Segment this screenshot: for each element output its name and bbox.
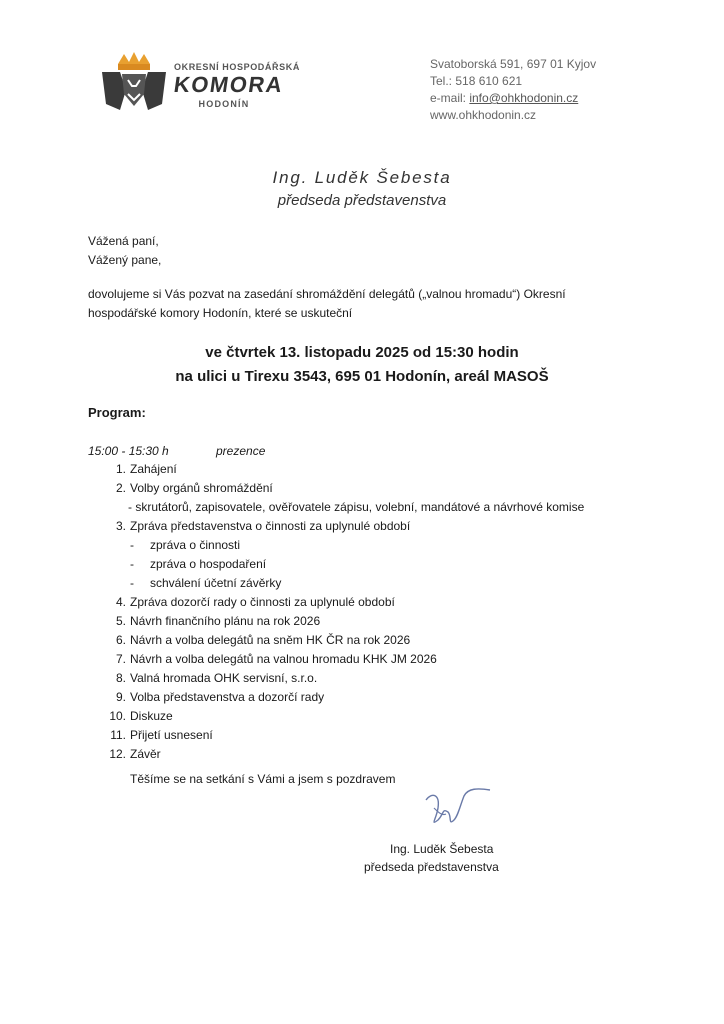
contact-block — [430, 56, 596, 124]
program-time: 15:00 - 15:30 h — [88, 444, 169, 458]
header-role: předseda představenstva — [277, 192, 447, 209]
meeting-place: na ulici u Tirexu 3543, 695 01 Hodonín, areál MASOŠ — [175, 368, 549, 385]
item-text: Zpráva představenstva o činnosti za uplynulé období — [130, 519, 411, 533]
sub-dash: - — [130, 538, 134, 552]
greeting-2: Vážený pane, — [88, 253, 162, 267]
contact-email-label: e-mail: — [430, 91, 470, 105]
item-number: 2. — [115, 481, 126, 495]
handwritten-signature-icon — [418, 786, 498, 838]
logo-line-2: KOMORA — [172, 72, 286, 97]
program-time-label: prezence — [216, 444, 266, 458]
item-number: 8. — [115, 671, 126, 685]
logo-line-1: OKRESNÍ HOSPODÁŘSKÁ — [174, 62, 300, 72]
program-title: Program: — [88, 405, 146, 420]
sub-text: zpráva o činnosti — [150, 538, 241, 552]
crown-lion-emblem-icon — [96, 50, 172, 120]
item-number: 9. — [115, 690, 126, 704]
item-number: 1. — [115, 462, 126, 476]
item-number: 10. — [109, 709, 126, 723]
sub-text: schválení účetní závěrky — [150, 576, 282, 590]
signature-name: Ing. Luděk Šebesta — [390, 842, 494, 856]
closing-line: Těšíme se na setkání s Vámi a jsem s pozdravem — [130, 772, 396, 786]
item-text: Závěr — [130, 747, 161, 761]
header-name: Ing. Luděk Šebesta — [272, 168, 452, 187]
sub-dash: - — [130, 557, 134, 571]
contact-email-row — [430, 90, 596, 107]
item-number: 4. — [115, 595, 126, 609]
intro-line-2: hospodářské komory Hodonín, které se uskuteční — [88, 306, 353, 320]
contact-address: Svatoborská 591, 697 01 Kyjov — [430, 57, 597, 71]
item-number: 6. — [115, 633, 126, 647]
item-number: 5. — [115, 614, 126, 628]
item-2-note: - skrutátorů, zapisovatele, ověřovatele zápisu, volební, mandátové a návrhové komise — [128, 500, 585, 514]
item-number: 3. — [115, 519, 126, 533]
item-number: 11. — [110, 728, 126, 742]
item-text: Zpráva dozorčí rady o činnosti za uplynulé období — [130, 595, 395, 609]
item-number: 7. — [115, 652, 126, 666]
item-text: Volby orgánů shromáždění — [130, 481, 273, 495]
meeting-date: ve čtvrtek 13. listopadu 2025 od 15:30 hodin — [205, 344, 519, 361]
item-text: Valná hromada OHK servisní, s.r.o. — [130, 671, 318, 685]
item-number: 12. — [109, 747, 126, 761]
item-text: Návrh finančního plánu na rok 2026 — [130, 614, 321, 628]
intro-line-1: dovolujeme si Vás pozvat na zasedání shromáždění delegátů („valnou hromadu“) Okresní — [88, 287, 566, 301]
sub-text: zpráva o hospodaření — [150, 557, 267, 571]
item-text: Návrh a volba delegátů na valnou hromadu KHK JM 2026 — [130, 652, 437, 666]
item-text: Zahájení — [130, 462, 177, 476]
item-text: Volba představenstva a dozorčí rady — [130, 690, 325, 704]
item-text: Diskuze — [130, 709, 173, 723]
item-text: Přijetí usnesení — [130, 728, 213, 742]
signature-role: předseda představenstva — [364, 860, 499, 874]
contact-email-link[interactable]: info@ohkhodonin.cz — [469, 91, 579, 105]
sub-dash: - — [130, 576, 134, 590]
contact-phone: Tel.: 518 610 621 — [430, 74, 523, 88]
logo-line-3: HODONÍN — [198, 99, 250, 109]
chamber-logo — [96, 50, 321, 120]
contact-web[interactable]: www.ohkhodonin.cz — [430, 108, 537, 122]
item-text: Návrh a volba delegátů na sněm HK ČR na rok 2026 — [130, 633, 411, 647]
greeting-1: Vážená paní, — [88, 234, 159, 248]
